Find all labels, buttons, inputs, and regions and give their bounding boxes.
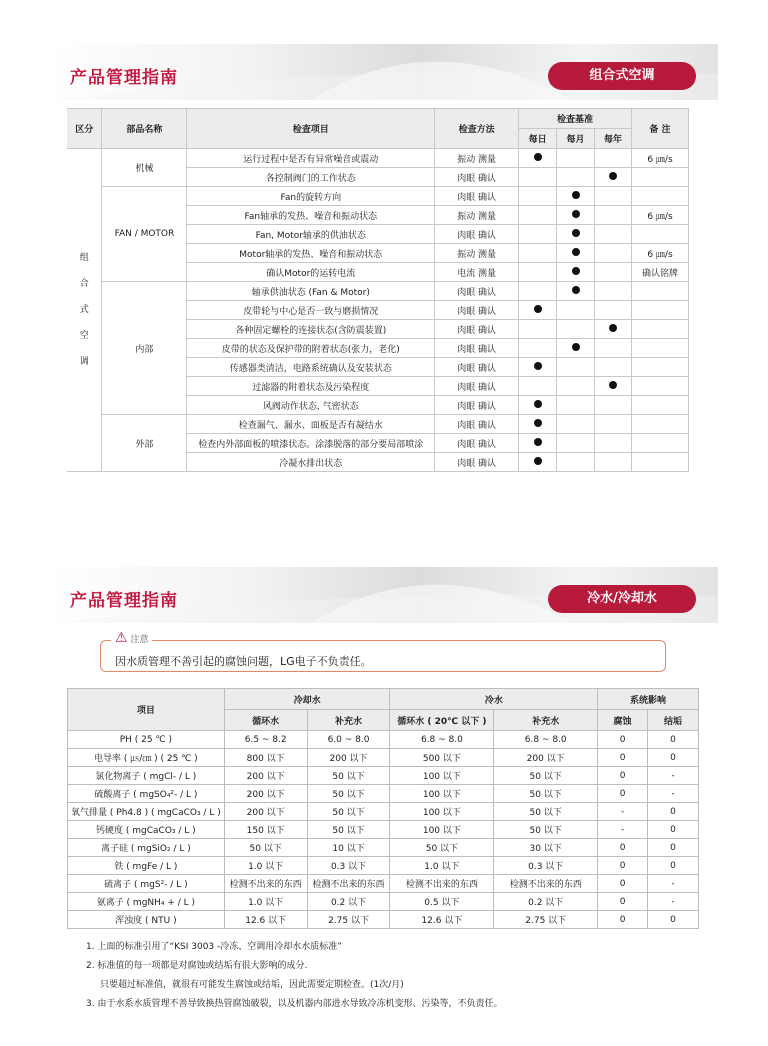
value-cell: 50 以下 [390, 839, 494, 857]
monthly-check-cell [557, 320, 595, 339]
part-name-cell: 外部 [102, 415, 187, 472]
value-cell: 50 以下 [494, 803, 598, 821]
value-cell: 2.75 以下 [494, 911, 598, 929]
check-item-cell: 轴承供油状态 (Fan & Motor) [187, 282, 435, 301]
yearly-check-cell [595, 263, 632, 282]
value-cell: 200 以下 [224, 803, 307, 821]
division-char: 合 [79, 279, 89, 289]
footnote-2-continued: 只要超过标准值，就很有可能发生腐蚀或结垢，因此需要定期检查。(1次/月) [100, 980, 404, 990]
daily-check-cell [519, 301, 557, 320]
bullet-icon [572, 229, 580, 237]
monthly-check-cell [557, 263, 595, 282]
daily-check-cell [519, 320, 557, 339]
remark-cell [632, 396, 689, 415]
monthly-check-cell [557, 377, 595, 396]
value-cell: 10 以下 [307, 839, 390, 857]
check-item-cell: Fan的旋转方向 [187, 187, 435, 206]
daily-check-cell [519, 263, 557, 282]
check-item-cell: 各种固定螺栓的连接状态(含防震装置) [187, 320, 435, 339]
bullet-icon [609, 324, 617, 332]
daily-check-cell [519, 168, 557, 187]
value-cell: 200 以下 [307, 749, 390, 767]
daily-check-cell [519, 282, 557, 301]
remark-cell [632, 358, 689, 377]
daily-check-cell [519, 187, 557, 206]
value-cell: 0 [648, 803, 699, 821]
value-cell: 0.2 以下 [494, 893, 598, 911]
remark-cell [632, 320, 689, 339]
bullet-icon [572, 286, 580, 294]
header-makeup-2: 补充水 [494, 710, 598, 731]
yearly-check-cell [595, 358, 632, 377]
check-method-cell: 肉眼 确认 [435, 415, 519, 434]
monthly-check-cell [557, 187, 595, 206]
check-item-cell: 风阀动作状态, 气密状态 [187, 396, 435, 415]
remark-cell [632, 225, 689, 244]
value-cell: 50 以下 [307, 767, 390, 785]
table-row [68, 839, 699, 857]
value-cell: 800 以下 [224, 749, 307, 767]
check-method-cell: 肉眼 确认 [435, 301, 519, 320]
value-cell: 30 以下 [494, 839, 598, 857]
value-cell: 0 [598, 767, 648, 785]
bullet-icon [534, 457, 542, 465]
remark-cell [632, 168, 689, 187]
value-cell: 50 以下 [494, 785, 598, 803]
remark-cell: 6 ㎛/s [632, 149, 689, 168]
check-item-cell: 皮带的状态及保护带的附着状态(张力，老化) [187, 339, 435, 358]
monthly-check-cell [557, 434, 595, 453]
value-cell: - [598, 821, 648, 839]
header-item: 项目 [68, 689, 225, 731]
header-chilled-water: 冷水 [390, 689, 598, 710]
header-remark: 备 注 [632, 109, 689, 149]
part-name-cell: 机械 [102, 149, 187, 187]
check-method-cell: 肉眼 确认 [435, 377, 519, 396]
header-circ-20: 循环水 ( 20℃ 以下 ) [390, 710, 494, 731]
remark-cell: 确认铭牌 [632, 263, 689, 282]
monthly-check-cell [557, 415, 595, 434]
check-method-cell: 肉眼 确认 [435, 339, 519, 358]
check-method-cell: 肉眼 确认 [435, 168, 519, 187]
value-cell: - [648, 767, 699, 785]
value-cell: 0 [598, 785, 648, 803]
bullet-icon [572, 248, 580, 256]
bullet-icon [534, 153, 542, 161]
division-cell [67, 149, 102, 472]
value-cell: 100 以下 [390, 821, 494, 839]
header-division: 区分 [67, 109, 102, 149]
check-item-cell: Motor轴承的发热、噪音和振动状态 [187, 244, 435, 263]
table-row [67, 282, 689, 301]
value-cell: 2.75 以下 [307, 911, 390, 929]
part-name-cell: FAN / MOTOR [102, 187, 187, 282]
value-cell: 50 以下 [307, 785, 390, 803]
parameter-cell: 离子硅 ( mgSiO₂ / L ) [68, 839, 225, 857]
division-char: 式 [79, 305, 89, 315]
value-cell: 6.5 ~ 8.2 [224, 731, 307, 749]
header-check-method: 检查方法 [435, 109, 519, 149]
value-cell: 6.0 ~ 8.0 [307, 731, 390, 749]
value-cell: 0 [598, 749, 648, 767]
value-cell: 50 以下 [494, 821, 598, 839]
yearly-check-cell [595, 377, 632, 396]
bullet-icon [534, 438, 542, 446]
value-cell: 0.5 以下 [390, 893, 494, 911]
footnote-1: 1. 上面的标准引用了“KSI 3003 -冷冻、空调用冷却水水质标准” [86, 942, 342, 952]
value-cell: 6.8 ~ 8.0 [494, 731, 598, 749]
yearly-check-cell [595, 453, 632, 472]
remark-cell [632, 301, 689, 320]
yearly-check-cell [595, 168, 632, 187]
header-monthly: 每月 [557, 129, 595, 149]
parameter-cell: PH ( 25 ℃ ) [68, 731, 225, 749]
table-row [68, 857, 699, 875]
monthly-check-cell [557, 149, 595, 168]
value-cell: 0 [648, 911, 699, 929]
table-row [68, 875, 699, 893]
value-cell: 检测不出来的东西 [390, 875, 494, 893]
value-cell: 150 以下 [224, 821, 307, 839]
remark-cell [632, 377, 689, 396]
category-badge-2: 冷水/冷却水 [548, 585, 696, 613]
check-item-cell: 皮带轮与中心是否一致与磨损情况 [187, 301, 435, 320]
table-row [68, 803, 699, 821]
check-item-cell: 检查漏气、漏水、面板是否有凝结水 [187, 415, 435, 434]
table-row [68, 911, 699, 929]
daily-check-cell [519, 244, 557, 263]
value-cell: 0 [598, 731, 648, 749]
banner-1 [52, 44, 718, 100]
table-row [68, 749, 699, 767]
header-corrosion: 腐蚀 [598, 710, 648, 731]
notice-label-text: 注意 [130, 635, 149, 645]
check-method-cell: 肉眼 确认 [435, 396, 519, 415]
check-method-cell: 振动 测量 [435, 206, 519, 225]
bullet-icon [572, 191, 580, 199]
value-cell: 200 以下 [224, 785, 307, 803]
value-cell: 0 [648, 857, 699, 875]
footnote-2: 2. 标准值的每一项都是对腐蚀或结垢有很大影响的成分. [86, 961, 308, 971]
header-makeup: 补充水 [307, 710, 390, 731]
daily-check-cell [519, 339, 557, 358]
page-title: 产品管理指南 [70, 68, 178, 88]
check-method-cell: 肉眼 确认 [435, 225, 519, 244]
parameter-cell: 电导率 ( ㎲/㎝ ) ( 25 ℃ ) [68, 749, 225, 767]
bullet-icon [534, 419, 542, 427]
division-char: 组 [79, 253, 89, 263]
value-cell: - [648, 875, 699, 893]
table-row [67, 149, 689, 168]
remark-cell [632, 282, 689, 301]
table-row [68, 893, 699, 911]
value-cell: 0 [598, 911, 648, 929]
table-row [67, 415, 689, 434]
remark-cell [632, 339, 689, 358]
part-name-cell: 内部 [102, 282, 187, 415]
daily-check-cell [519, 149, 557, 168]
check-method-cell: 肉眼 确认 [435, 434, 519, 453]
notice-text: 因水质管理不善引起的腐蚀问题，LG电子不负责任。 [115, 655, 372, 668]
value-cell: - [598, 803, 648, 821]
value-cell: - [648, 785, 699, 803]
header-scale: 结垢 [648, 710, 699, 731]
footnote-3: 3. 由于水系水质管理不善导致换热管腐蚀破裂，以及机器内部进水导致冷冻机变形、污染等，不负责任。 [86, 999, 503, 1009]
value-cell: 0 [598, 839, 648, 857]
yearly-check-cell [595, 187, 632, 206]
yearly-check-cell [595, 434, 632, 453]
value-cell: 0.3 以下 [494, 857, 598, 875]
yearly-check-cell [595, 282, 632, 301]
notice-label [111, 632, 152, 645]
daily-check-cell [519, 358, 557, 377]
header-circ: 循环水 [224, 710, 307, 731]
bullet-icon [609, 381, 617, 389]
check-item-cell: Fan, Motor轴承的供油状态 [187, 225, 435, 244]
check-item-cell: 确认Motor的运转电流 [187, 263, 435, 282]
bullet-icon [534, 305, 542, 313]
footnotes [86, 938, 502, 1014]
header-cooling-water: 冷却水 [224, 689, 390, 710]
monthly-check-cell [557, 244, 595, 263]
parameter-cell: 氯化物离子 ( mgCl- / L ) [68, 767, 225, 785]
value-cell: 100 以下 [390, 803, 494, 821]
value-cell: 0 [598, 875, 648, 893]
check-method-cell: 肉眼 确认 [435, 358, 519, 377]
check-item-cell: 检查内外部面板的喷漆状态。涂漆脱落的部分要局部喷涂 [187, 434, 435, 453]
yearly-check-cell [595, 415, 632, 434]
parameter-cell: 氨离子 ( mgNH₄ + / L ) [68, 893, 225, 911]
value-cell: 100 以下 [390, 785, 494, 803]
check-item-cell: 过滤器的附着状态及污染程度 [187, 377, 435, 396]
monthly-check-cell [557, 301, 595, 320]
remark-cell [632, 434, 689, 453]
value-cell: 50 以下 [224, 839, 307, 857]
parameter-cell: 硫离子 ( mgS²- / L ) [68, 875, 225, 893]
check-method-cell: 肉眼 确认 [435, 320, 519, 339]
monthly-check-cell [557, 339, 595, 358]
division-char: 空 [79, 331, 89, 341]
value-cell: 12.6 以下 [224, 911, 307, 929]
table-row [67, 187, 689, 206]
check-method-cell: 振动 测量 [435, 149, 519, 168]
yearly-check-cell [595, 301, 632, 320]
value-cell: 6.8 ~ 8.0 [390, 731, 494, 749]
value-cell: 0 [648, 821, 699, 839]
value-cell: 100 以下 [390, 767, 494, 785]
bullet-icon [572, 267, 580, 275]
yearly-check-cell [595, 206, 632, 225]
check-method-cell: 肉眼 确认 [435, 187, 519, 206]
table-row [68, 731, 699, 749]
table-row [68, 767, 699, 785]
value-cell: 检测不出来的东西 [494, 875, 598, 893]
daily-check-cell [519, 415, 557, 434]
value-cell: 1.0 以下 [224, 893, 307, 911]
remark-cell: 6 ㎛/s [632, 244, 689, 263]
value-cell: 50 以下 [307, 803, 390, 821]
value-cell: 500 以下 [390, 749, 494, 767]
value-cell: 200 以下 [494, 749, 598, 767]
monthly-check-cell [557, 358, 595, 377]
daily-check-cell [519, 434, 557, 453]
header-standard: 检查基准 [519, 109, 632, 129]
bullet-icon [572, 210, 580, 218]
category-badge: 组合式空调 [548, 62, 696, 90]
table-row [68, 785, 699, 803]
remark-cell [632, 453, 689, 472]
parameter-cell: 浑浊度 ( NTU ) [68, 911, 225, 929]
value-cell: - [648, 893, 699, 911]
check-item-cell: 传感器类清洁，电路系统确认及安装状态 [187, 358, 435, 377]
monthly-check-cell [557, 225, 595, 244]
monthly-check-cell [557, 453, 595, 472]
warning-icon: ⚠ [115, 630, 128, 646]
daily-check-cell [519, 377, 557, 396]
table-row [68, 821, 699, 839]
parameter-cell: 硫酸离子 ( mgSO₄²- / L ) [68, 785, 225, 803]
parameter-cell: 钙硬度 ( mgCaCO₃ / L ) [68, 821, 225, 839]
bullet-icon [572, 343, 580, 351]
value-cell: 0 [648, 731, 699, 749]
value-cell: 0 [648, 749, 699, 767]
check-item-cell: 运行过程中是否有异常噪音或震动 [187, 149, 435, 168]
banner-2 [52, 567, 718, 623]
value-cell: 0 [598, 893, 648, 911]
monthly-check-cell [557, 168, 595, 187]
value-cell: 200 以下 [224, 767, 307, 785]
header-yearly: 每年 [595, 129, 632, 149]
value-cell: 50 以下 [494, 767, 598, 785]
water-quality-table [67, 688, 699, 929]
remark-cell: 6 ㎛/s [632, 206, 689, 225]
yearly-check-cell [595, 339, 632, 358]
header-daily: 每日 [519, 129, 557, 149]
monthly-check-cell [557, 396, 595, 415]
daily-check-cell [519, 396, 557, 415]
parameter-cell: 氧气排量 ( Ph4.8 ) ( mgCaCO₃ / L ) [68, 803, 225, 821]
remark-cell [632, 187, 689, 206]
inspection-table [67, 108, 689, 472]
value-cell: 12.6 以下 [390, 911, 494, 929]
value-cell: 0.3 以下 [307, 857, 390, 875]
daily-check-cell [519, 206, 557, 225]
check-method-cell: 振动 测量 [435, 244, 519, 263]
header-check-item: 检查项目 [187, 109, 435, 149]
bullet-icon [534, 400, 542, 408]
check-item-cell: 各控制阀门的工作状态 [187, 168, 435, 187]
check-method-cell: 肉眼 确认 [435, 453, 519, 472]
value-cell: 1.0 以下 [390, 857, 494, 875]
remark-cell [632, 415, 689, 434]
monthly-check-cell [557, 206, 595, 225]
division-char: 调 [79, 357, 89, 367]
page-title-2: 产品管理指南 [70, 591, 178, 611]
value-cell: 1.0 以下 [224, 857, 307, 875]
check-item-cell: Fan轴承的发热、噪音和振动状态 [187, 206, 435, 225]
yearly-check-cell [595, 149, 632, 168]
check-method-cell: 肉眼 确认 [435, 282, 519, 301]
bullet-icon [609, 172, 617, 180]
check-method-cell: 电流 测量 [435, 263, 519, 282]
check-item-cell: 冷凝水排出状态 [187, 453, 435, 472]
value-cell: 检测不出来的东西 [307, 875, 390, 893]
value-cell: 0 [648, 839, 699, 857]
yearly-check-cell [595, 225, 632, 244]
header-system-effect: 系统影响 [598, 689, 699, 710]
value-cell: 50 以下 [307, 821, 390, 839]
yearly-check-cell [595, 396, 632, 415]
value-cell: 0 [598, 857, 648, 875]
bullet-icon [534, 362, 542, 370]
daily-check-cell [519, 225, 557, 244]
yearly-check-cell [595, 244, 632, 263]
parameter-cell: 铁 ( mgFe / L ) [68, 857, 225, 875]
value-cell: 检测不出来的东西 [224, 875, 307, 893]
header-part-name: 部品名称 [102, 109, 187, 149]
daily-check-cell [519, 453, 557, 472]
yearly-check-cell [595, 320, 632, 339]
notice-box [100, 630, 666, 672]
monthly-check-cell [557, 282, 595, 301]
value-cell: 0.2 以下 [307, 893, 390, 911]
